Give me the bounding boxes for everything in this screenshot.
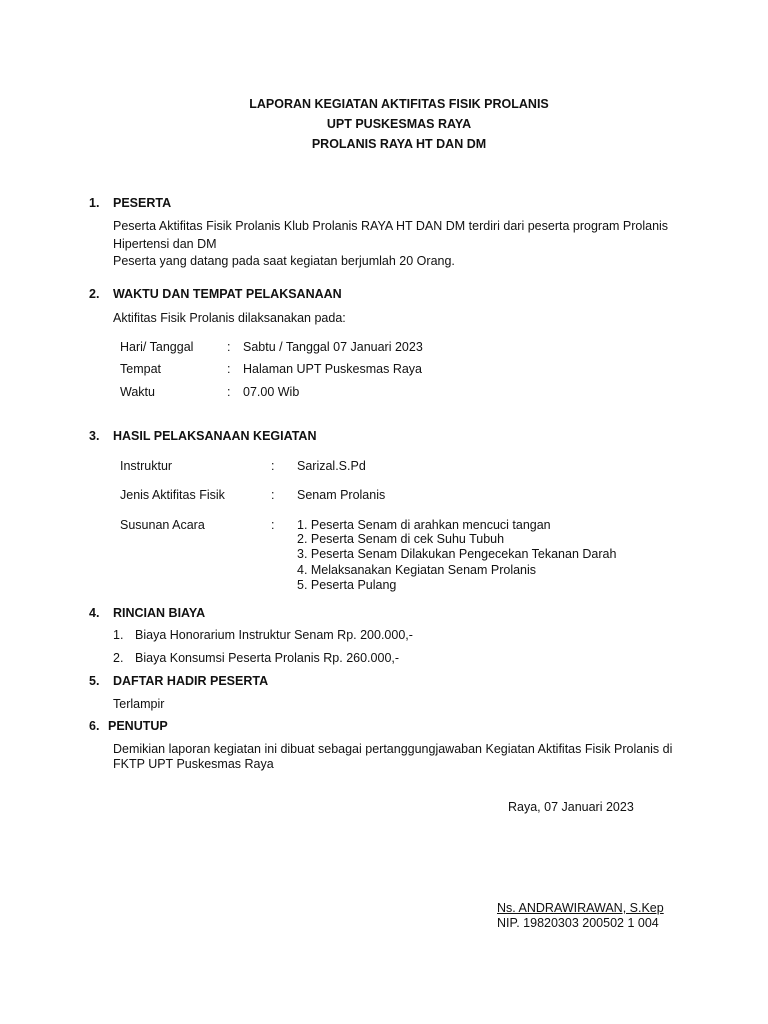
section-2-intro: Aktifitas Fisik Prolanis dilaksanakan pada: <box>113 311 346 325</box>
section-5-number: 5. <box>89 674 100 688</box>
result-value-activity-type: Senam Prolanis <box>297 488 386 502</box>
section-1-text-line3: Peserta yang datang pada saat kegiatan berjumlah 20 Orang. <box>113 254 455 268</box>
section-4-title: RINCIAN BIAYA <box>113 606 206 620</box>
section-6-text-line1: Demikian laporan kegiatan ini dibuat sebagai pertanggungjawaban Kegiatan Aktifitas Fisik Prolanis di <box>113 742 673 756</box>
report-title-line3: PROLANIS RAYA HT DAN DM <box>311 137 487 151</box>
cost-item-number: 1. <box>113 628 124 642</box>
section-5-text: Terlampir <box>113 697 165 711</box>
schedule-value-time: 07.00 Wib <box>243 385 300 399</box>
signatory-name: Ns. ANDRAWIRAWAN, S.Kep <box>497 901 664 915</box>
cost-item-text: Biaya Honorarium Instruktur Senam Rp. 200.000,- <box>135 628 413 642</box>
cost-item-number: 2. <box>113 651 124 665</box>
section-3-title: HASIL PELAKSANAAN KEGIATAN <box>113 429 317 443</box>
section-1-text-line1: Peserta Aktifitas Fisik Prolanis Klub Prolanis RAYA HT DAN DM terdiri dari peserta program Prolanis <box>113 219 669 233</box>
section-2-number: 2. <box>89 287 100 301</box>
schedule-colon: : <box>227 362 231 376</box>
schedule-colon: : <box>227 340 231 354</box>
agenda-item: 1. Peserta Senam di arahkan mencuci tangan <box>297 518 551 532</box>
result-label-agenda: Susunan Acara <box>120 518 205 532</box>
section-1-text-line2: Hipertensi dan DM <box>113 237 217 251</box>
result-value-instructor: Sarizal.S.Pd <box>297 459 366 473</box>
schedule-label-place: Tempat <box>120 362 161 376</box>
agenda-item: 4. Melaksanakan Kegiatan Senam Prolanis <box>297 563 537 577</box>
result-label-activity-type: Jenis Aktifitas Fisik <box>120 488 225 502</box>
schedule-value-place: Halaman UPT Puskesmas Raya <box>243 362 423 376</box>
signatory-nip: NIP. 19820303 200502 1 004 <box>497 916 659 930</box>
result-colon: : <box>271 518 275 532</box>
schedule-value-day-date: Sabtu / Tanggal 07 Januari 2023 <box>243 340 423 354</box>
section-6-text-line2: FKTP UPT Puskesmas Raya <box>113 757 274 771</box>
section-5-title: DAFTAR HADIR PESERTA <box>113 674 269 688</box>
schedule-colon: : <box>227 385 231 399</box>
section-1-number: 1. <box>89 196 100 210</box>
result-label-instructor: Instruktur <box>120 459 173 473</box>
section-6-number: 6. <box>89 719 100 733</box>
report-title-line2: UPT PUSKESMAS RAYA <box>326 117 472 131</box>
section-1-title: PESERTA <box>113 196 172 210</box>
section-4-number: 4. <box>89 606 100 620</box>
schedule-label-day-date: Hari/ Tanggal <box>120 340 194 354</box>
section-6-title: PENUTUP <box>108 719 168 733</box>
agenda-item: 3. Peserta Senam Dilakukan Pengecekan Tekanan Darah <box>297 547 617 561</box>
schedule-label-time: Waktu <box>120 385 155 399</box>
report-title-line1: LAPORAN KEGIATAN AKTIFITAS FISIK PROLANIS <box>249 97 549 111</box>
section-3-number: 3. <box>89 429 100 443</box>
section-2-title: WAKTU DAN TEMPAT PELAKSANAAN <box>113 287 342 301</box>
result-colon: : <box>271 488 275 502</box>
agenda-item: 2. Peserta Senam di cek Suhu Tubuh <box>297 532 505 546</box>
agenda-item: 5. Peserta Pulang <box>297 578 397 592</box>
signature-place-date: Raya, 07 Januari 2023 <box>508 800 634 814</box>
result-colon: : <box>271 459 275 473</box>
cost-item-text: Biaya Konsumsi Peserta Prolanis Rp. 260.000,- <box>135 651 400 665</box>
